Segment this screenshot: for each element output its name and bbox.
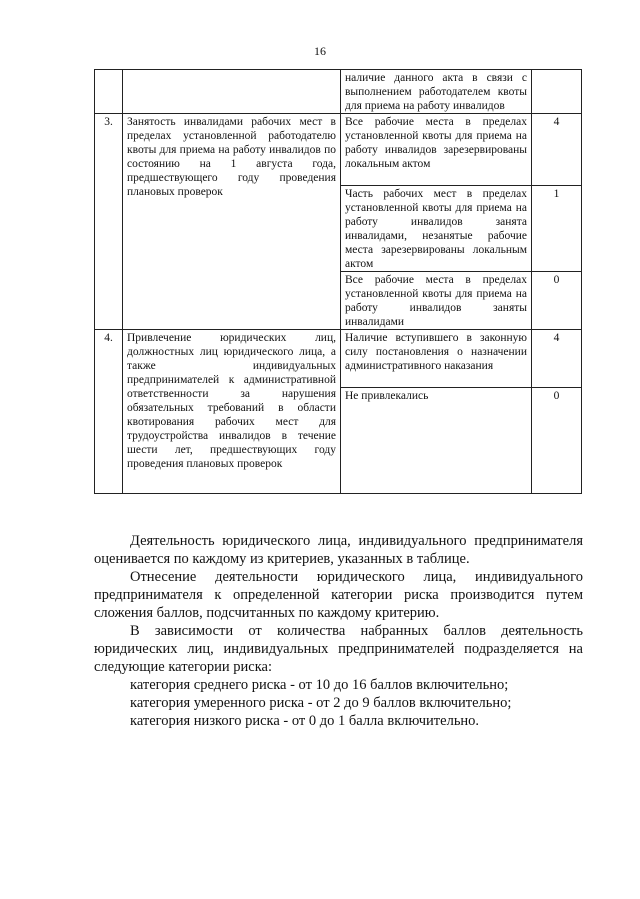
criterion-cell <box>123 70 341 114</box>
condition-cell: Не привлекались <box>341 388 532 494</box>
criterion-cell: Занятость инвалидами рабочих мест в пределах установленной работодателю квоты для приема на работу инвалидов по состоянию на 1 августа года, предшествующего году проведения плановых проверок <box>123 114 341 330</box>
body-text <box>94 532 583 730</box>
page-number: 16 <box>314 44 326 58</box>
score-cell: 4 <box>532 330 582 388</box>
table-row <box>95 114 582 186</box>
row-number: 4. <box>95 330 123 494</box>
score-cell: 0 <box>532 388 582 494</box>
score-cell: 0 <box>532 272 582 330</box>
condition-cell: наличие данного акта в связи с выполнением работодателем квоты для приема на работу инвалидов <box>341 70 532 114</box>
score-cell <box>532 70 582 114</box>
paragraph: Отнесение деятельности юридического лица, индивидуального предпринимателя к определенной категории риска производится путем сложения баллов, подсчитанных по каждому критерию. <box>94 569 583 621</box>
condition-cell: Все рабочие места в пределах установленной квоты для приема на работу инвалидов зарезервированы локальным актом <box>341 114 532 186</box>
score-cell: 1 <box>532 186 582 272</box>
paragraph: В зависимости от количества набранных баллов деятельность юридических лиц, индивидуальных предпринимателей подразделяется на следующие категории риска: <box>94 623 583 675</box>
risk-category-item: категория умеренного риска - от 2 до 9 баллов включительно; <box>130 695 512 711</box>
risk-criteria-table <box>94 69 582 494</box>
criterion-cell: Привлечение юридических лиц, должностных лиц юридического лица, а также индивидуальных предпринимателей к административной ответственности за нарушения обязательных требований в области квотирования рабочих мест для трудоустройства инвалидов в течение шести лет, предшествующих году проведения плановых проверок <box>123 330 341 494</box>
row-number: 3. <box>95 114 123 330</box>
table-row <box>95 70 582 114</box>
score-cell: 4 <box>532 114 582 186</box>
risk-category-item: категория среднего риска - от 10 до 16 баллов включительно; <box>130 677 509 693</box>
condition-cell: Наличие вступившего в законную силу постановления о назначении административного наказания <box>341 330 532 388</box>
paragraph: Деятельность юридического лица, индивидуального предпринимателя оценивается по каждому из критериев, указанных в таблице. <box>94 533 583 567</box>
condition-cell: Все рабочие места в пределах установленной квоты для приема на работу инвалидов заняты инвалидами <box>341 272 532 330</box>
row-number <box>95 70 123 114</box>
table-row <box>95 330 582 388</box>
risk-category-item: категория низкого риска - от 0 до 1 балла включительно. <box>130 713 480 729</box>
condition-cell: Часть рабочих мест в пределах установленной квоты для приема на работу инвалидов занята инвалидами, незанятые рабочие места зарезервированы локальным актом <box>341 186 532 272</box>
